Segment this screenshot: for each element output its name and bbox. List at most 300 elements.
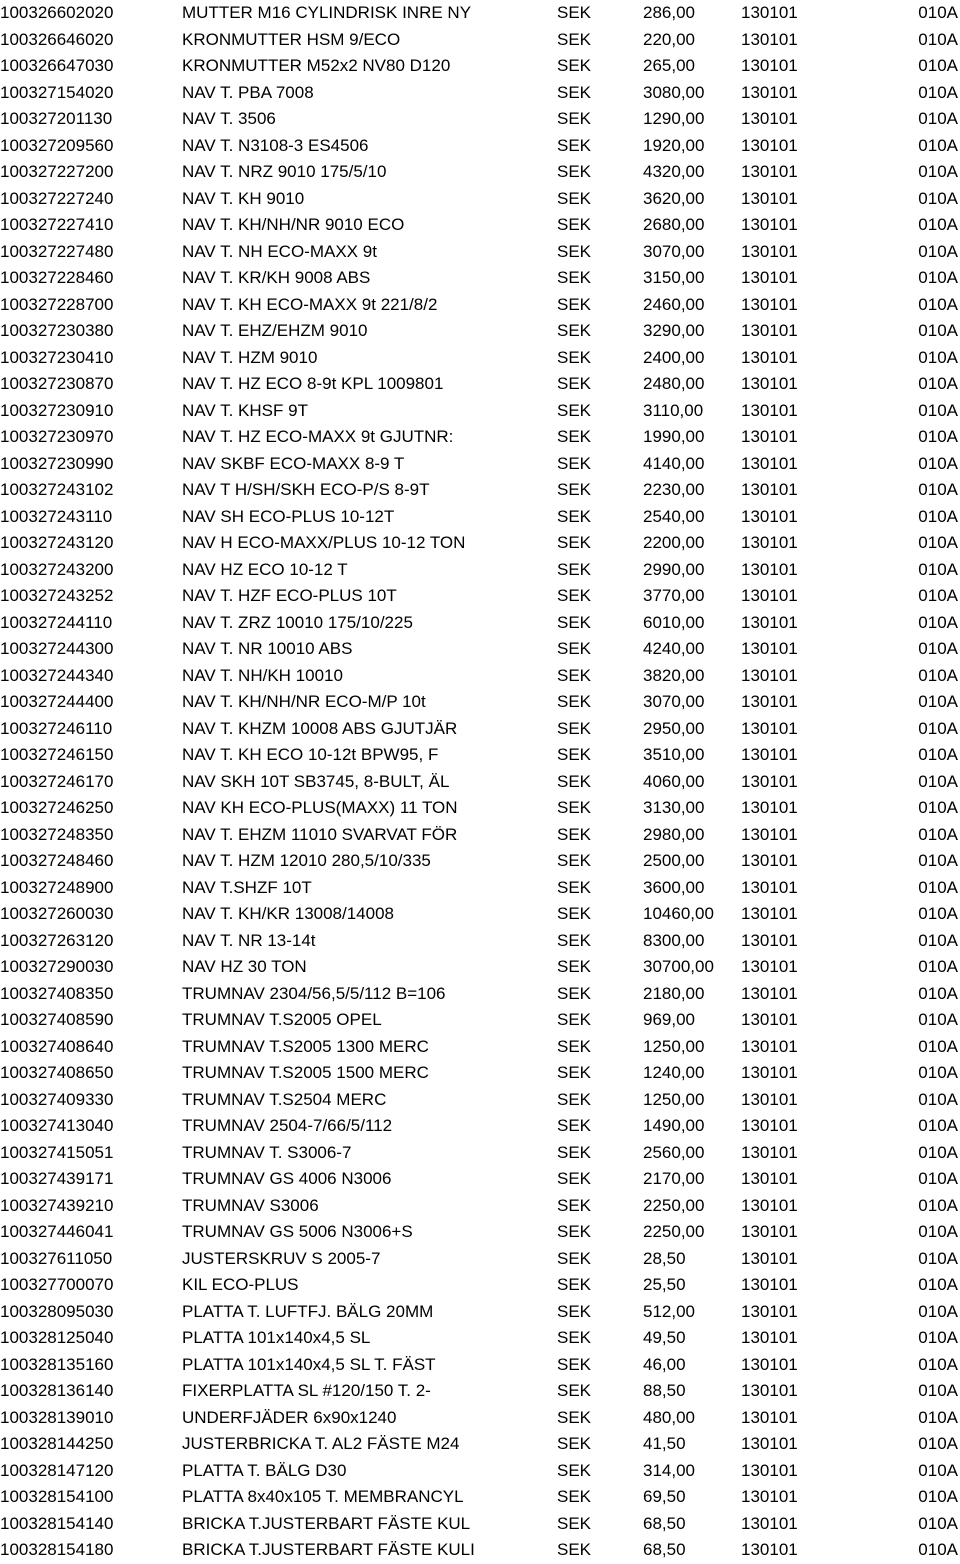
article-number-cell: 100327230380 bbox=[0, 321, 114, 340]
description-cell: NAV T. 3506 bbox=[182, 109, 276, 128]
price-cell: 1990,00 bbox=[643, 427, 705, 446]
description-cell: BRICKA T.JUSTERBART FÄSTE KUL bbox=[182, 1513, 471, 1533]
date-code-cell: 130101 bbox=[741, 1540, 798, 1559]
description-cell: JUSTERSKRUV S 2005-7 bbox=[182, 1248, 381, 1268]
table-row bbox=[0, 1537, 960, 1564]
date-code-cell: 130101 bbox=[741, 745, 798, 764]
table-row bbox=[0, 716, 960, 743]
table-row bbox=[0, 954, 960, 981]
price-cell: 41,50 bbox=[643, 1434, 686, 1453]
description-cell: NAV T. KH ECO 10-12t BPW95, F bbox=[182, 745, 439, 764]
description-cell: NAV T. HZ ECO 8-9t KPL 1009801 bbox=[182, 374, 444, 393]
currency-cell: SEK bbox=[557, 1063, 592, 1082]
currency-cell: SEK bbox=[557, 824, 592, 844]
article-number-cell: 100328139010 bbox=[0, 1407, 114, 1427]
group-code-cell: 010A bbox=[918, 294, 958, 314]
date-code-cell: 130101 bbox=[741, 771, 798, 791]
table-row bbox=[0, 1246, 960, 1273]
currency-cell: SEK bbox=[557, 1195, 592, 1215]
article-number-cell: 100327230910 bbox=[0, 400, 114, 420]
description-cell: NAV T.SHZF 10T bbox=[182, 877, 312, 897]
date-code-cell: 130101 bbox=[741, 1010, 798, 1029]
article-number-cell: 100328135160 bbox=[0, 1354, 114, 1374]
table-row bbox=[0, 1166, 960, 1193]
date-code-cell: 130101 bbox=[741, 1275, 798, 1294]
table-row bbox=[0, 663, 960, 690]
date-code-cell: 130101 bbox=[741, 559, 798, 579]
date-code-cell: 130101 bbox=[741, 665, 798, 685]
description-cell: TRUMNAV 2504-7/66/5/112 bbox=[182, 1116, 393, 1135]
group-code-cell: 010A bbox=[918, 877, 958, 897]
description-cell: NAV T. N3108-3 ES4506 bbox=[182, 135, 369, 155]
table-row bbox=[0, 1034, 960, 1061]
group-code-cell: 010A bbox=[918, 1381, 958, 1400]
article-number-cell: 100327446041 bbox=[0, 1222, 114, 1241]
currency-cell: SEK bbox=[557, 453, 592, 473]
description-cell: KRONMUTTER HSM 9/ECO bbox=[182, 29, 401, 49]
date-code-cell: 130101 bbox=[741, 1195, 798, 1215]
price-cell: 30700,00 bbox=[643, 957, 714, 976]
date-code-cell: 130101 bbox=[741, 798, 798, 817]
price-cell: 4320,00 bbox=[643, 162, 705, 181]
price-cell: 3110,00 bbox=[643, 400, 704, 420]
currency-cell: SEK bbox=[557, 347, 592, 367]
group-code-cell: 010A bbox=[918, 1487, 958, 1506]
article-number-cell: 100327228460 bbox=[0, 268, 114, 287]
group-code-cell: 010A bbox=[918, 241, 958, 261]
description-cell: NAV T. KH/KR 13008/14008 bbox=[182, 904, 395, 923]
date-code-cell: 130101 bbox=[741, 109, 798, 128]
date-code-cell: 130101 bbox=[741, 586, 798, 605]
description-cell: NAV T. EHZ/EHZM 9010 bbox=[182, 321, 368, 340]
group-code-cell: 010A bbox=[918, 188, 958, 208]
article-number-cell: 100327230970 bbox=[0, 427, 114, 446]
group-code-cell: 010A bbox=[918, 612, 958, 632]
description-cell: NAV T. HZF ECO-PLUS 10T bbox=[182, 586, 397, 605]
date-code-cell: 130101 bbox=[741, 453, 798, 473]
group-code-cell: 010A bbox=[918, 3, 958, 22]
description-cell: NAV T. ZRZ 10010 175/10/225 bbox=[182, 612, 413, 632]
currency-cell: SEK bbox=[557, 400, 592, 420]
description-cell: TRUMNAV T.S2005 1300 MERC bbox=[182, 1036, 429, 1056]
currency-cell: SEK bbox=[557, 241, 592, 261]
price-cell: 1490,00 bbox=[643, 1116, 705, 1135]
table-row bbox=[0, 769, 960, 796]
currency-cell: SEK bbox=[557, 1142, 592, 1162]
currency-cell: SEK bbox=[557, 533, 592, 552]
currency-cell: SEK bbox=[557, 1010, 592, 1029]
article-number-cell: 100328154100 bbox=[0, 1487, 114, 1506]
description-cell: TRUMNAV 2304/56,5/5/112 B=106 bbox=[182, 983, 446, 1003]
table-row bbox=[0, 1431, 960, 1458]
currency-cell: SEK bbox=[557, 480, 592, 499]
group-code-cell: 010A bbox=[918, 427, 958, 446]
currency-cell: SEK bbox=[557, 188, 592, 208]
price-cell: 2950,00 bbox=[643, 718, 705, 738]
article-number-cell: 100327230990 bbox=[0, 453, 114, 473]
article-number-cell: 100327290030 bbox=[0, 957, 114, 976]
description-cell: UNDERFJÄDER 6x90x1240 bbox=[182, 1407, 397, 1427]
date-code-cell: 130101 bbox=[741, 268, 798, 287]
description-cell: NAV HZ ECO 10-12 T bbox=[182, 559, 348, 579]
date-code-cell: 130101 bbox=[741, 1513, 798, 1533]
table-row bbox=[0, 345, 960, 372]
description-cell: NAV T. KHSF 9T bbox=[182, 400, 308, 420]
article-number-cell: 100327439171 bbox=[0, 1169, 114, 1188]
price-cell: 4060,00 bbox=[643, 771, 705, 791]
description-cell: TRUMNAV T. S3006-7 bbox=[182, 1142, 352, 1162]
price-cell: 10460,00 bbox=[643, 904, 714, 923]
group-code-cell: 010A bbox=[918, 1063, 958, 1082]
table-row bbox=[0, 1060, 960, 1087]
table-row bbox=[0, 928, 960, 955]
article-number-cell: 100327244110 bbox=[0, 612, 113, 632]
group-code-cell: 010A bbox=[918, 1434, 958, 1453]
price-cell: 2980,00 bbox=[643, 824, 705, 844]
group-code-cell: 010A bbox=[918, 162, 958, 181]
currency-cell: SEK bbox=[557, 1089, 592, 1109]
table-row bbox=[0, 901, 960, 928]
table-row bbox=[0, 1484, 960, 1511]
article-number-cell: 100327248900 bbox=[0, 877, 114, 897]
description-cell: PLATTA 8x40x105 T. MEMBRANCYL bbox=[182, 1487, 464, 1506]
date-code-cell: 130101 bbox=[741, 215, 798, 234]
price-cell: 1250,00 bbox=[643, 1089, 705, 1109]
currency-cell: SEK bbox=[557, 268, 592, 287]
group-code-cell: 010A bbox=[918, 506, 958, 526]
price-cell: 3080,00 bbox=[643, 82, 705, 102]
price-cell: 2480,00 bbox=[643, 374, 705, 393]
group-code-cell: 010A bbox=[918, 904, 958, 923]
price-cell: 3070,00 bbox=[643, 692, 705, 711]
currency-cell: SEK bbox=[557, 56, 592, 75]
description-cell: NAV T. KR/KH 9008 ABS bbox=[182, 268, 371, 287]
article-number-cell: 100327246150 bbox=[0, 745, 114, 764]
article-number-cell: 100328154140 bbox=[0, 1513, 114, 1533]
article-number-cell: 100327244340 bbox=[0, 665, 114, 685]
group-code-cell: 010A bbox=[918, 1248, 958, 1268]
group-code-cell: 010A bbox=[918, 1195, 958, 1215]
table-row bbox=[0, 371, 960, 398]
group-code-cell: 010A bbox=[918, 1354, 958, 1374]
date-code-cell: 130101 bbox=[741, 983, 798, 1003]
date-code-cell: 130101 bbox=[741, 877, 798, 897]
date-code-cell: 130101 bbox=[741, 294, 798, 314]
currency-cell: SEK bbox=[557, 1487, 592, 1506]
price-cell: 8300,00 bbox=[643, 930, 705, 950]
article-number-cell: 100327248460 bbox=[0, 851, 114, 870]
article-number-cell: 100326647030 bbox=[0, 56, 114, 75]
currency-cell: SEK bbox=[557, 612, 592, 632]
date-code-cell: 130101 bbox=[741, 824, 798, 844]
price-cell: 3130,00 bbox=[643, 798, 705, 817]
currency-cell: SEK bbox=[557, 294, 592, 314]
table-row bbox=[0, 1193, 960, 1220]
table-row bbox=[0, 424, 960, 451]
price-cell: 2170,00 bbox=[643, 1169, 705, 1188]
table-row bbox=[0, 583, 960, 610]
date-code-cell: 130101 bbox=[741, 400, 798, 420]
article-number-cell: 100327260030 bbox=[0, 904, 114, 923]
article-number-cell: 100327209560 bbox=[0, 135, 114, 155]
price-cell: 1290,00 bbox=[643, 109, 705, 128]
description-cell: TRUMNAV T.S2005 OPEL bbox=[182, 1010, 382, 1029]
table-row bbox=[0, 265, 960, 292]
price-cell: 3290,00 bbox=[643, 321, 705, 340]
group-code-cell: 010A bbox=[918, 374, 958, 393]
group-code-cell: 010A bbox=[918, 1222, 958, 1241]
table-row bbox=[0, 689, 960, 716]
description-cell: KIL ECO-PLUS bbox=[182, 1275, 299, 1294]
table-row bbox=[0, 795, 960, 822]
group-code-cell: 010A bbox=[918, 1010, 958, 1029]
date-code-cell: 130101 bbox=[741, 904, 798, 923]
date-code-cell: 130101 bbox=[741, 1354, 798, 1374]
table-row bbox=[0, 1378, 960, 1405]
description-cell: NAV T. NRZ 9010 175/5/10 bbox=[182, 162, 387, 181]
group-code-cell: 010A bbox=[918, 1301, 958, 1321]
currency-cell: SEK bbox=[557, 1354, 592, 1374]
description-cell: NAV T H/SH/SKH ECO-P/S 8-9T bbox=[182, 480, 430, 499]
article-number-cell: 100327263120 bbox=[0, 930, 114, 950]
description-cell: NAV SKBF ECO-MAXX 8-9 T bbox=[182, 453, 405, 473]
table-row bbox=[0, 53, 960, 80]
group-code-cell: 010A bbox=[918, 1460, 958, 1480]
price-cell: 2500,00 bbox=[643, 851, 705, 870]
price-cell: 220,00 bbox=[643, 29, 695, 49]
price-cell: 2680,00 bbox=[643, 215, 705, 234]
table-row bbox=[0, 1219, 960, 1246]
group-code-cell: 010A bbox=[918, 453, 958, 473]
table-row bbox=[0, 1299, 960, 1326]
group-code-cell: 010A bbox=[918, 1142, 958, 1162]
currency-cell: SEK bbox=[557, 162, 592, 181]
price-cell: 3150,00 bbox=[643, 268, 705, 287]
date-code-cell: 130101 bbox=[741, 1487, 798, 1506]
currency-cell: SEK bbox=[557, 904, 592, 923]
article-number-cell: 100327248350 bbox=[0, 824, 114, 844]
group-code-cell: 010A bbox=[918, 29, 958, 49]
description-cell: NAV SH ECO-PLUS 10-12T bbox=[182, 506, 395, 526]
price-cell: 2250,00 bbox=[643, 1222, 705, 1241]
date-code-cell: 130101 bbox=[741, 692, 798, 711]
date-code-cell: 130101 bbox=[741, 1328, 798, 1347]
date-code-cell: 130101 bbox=[741, 612, 798, 632]
article-number-cell: 100327246110 bbox=[0, 718, 113, 738]
currency-cell: SEK bbox=[557, 82, 592, 102]
description-cell: NAV T. NR 13-14t bbox=[182, 930, 316, 950]
group-code-cell: 010A bbox=[918, 824, 958, 844]
description-cell: FIXERPLATTA SL #120/150 T. 2- bbox=[182, 1381, 431, 1400]
date-code-cell: 130101 bbox=[741, 957, 798, 976]
article-number-cell: 100327244400 bbox=[0, 692, 114, 711]
group-code-cell: 010A bbox=[918, 983, 958, 1003]
date-code-cell: 130101 bbox=[741, 1116, 798, 1135]
price-cell: 49,50 bbox=[643, 1328, 686, 1347]
price-cell: 28,50 bbox=[643, 1248, 686, 1268]
description-cell: NAV HZ 30 TON bbox=[182, 957, 307, 976]
currency-cell: SEK bbox=[557, 1540, 592, 1559]
article-number-cell: 100327408650 bbox=[0, 1063, 114, 1082]
table-row bbox=[0, 636, 960, 663]
table-row bbox=[0, 742, 960, 769]
currency-cell: SEK bbox=[557, 559, 592, 579]
description-cell: NAV T. KH/NH/NR 9010 ECO bbox=[182, 215, 405, 234]
table-row bbox=[0, 398, 960, 425]
currency-cell: SEK bbox=[557, 692, 592, 711]
currency-cell: SEK bbox=[557, 639, 592, 658]
date-code-cell: 130101 bbox=[741, 1036, 798, 1056]
currency-cell: SEK bbox=[557, 930, 592, 950]
table-row bbox=[0, 848, 960, 875]
article-number-cell: 100327246170 bbox=[0, 771, 114, 791]
currency-cell: SEK bbox=[557, 109, 592, 128]
table-row bbox=[0, 1511, 960, 1538]
article-number-cell: 100327439210 bbox=[0, 1195, 114, 1215]
description-cell: PLATTA T. BÄLG D30 bbox=[182, 1460, 347, 1480]
currency-cell: SEK bbox=[557, 29, 592, 49]
group-code-cell: 010A bbox=[918, 56, 958, 75]
article-number-cell: 100326602020 bbox=[0, 3, 114, 22]
date-code-cell: 130101 bbox=[741, 851, 798, 870]
currency-cell: SEK bbox=[557, 374, 592, 393]
date-code-cell: 130101 bbox=[741, 639, 798, 658]
date-code-cell: 130101 bbox=[741, 1434, 798, 1453]
price-cell: 1920,00 bbox=[643, 135, 705, 155]
date-code-cell: 130101 bbox=[741, 1222, 798, 1241]
group-code-cell: 010A bbox=[918, 480, 958, 499]
article-number-cell: 100327408640 bbox=[0, 1036, 114, 1056]
table-row bbox=[0, 239, 960, 266]
date-code-cell: 130101 bbox=[741, 241, 798, 261]
currency-cell: SEK bbox=[557, 1381, 592, 1400]
currency-cell: SEK bbox=[557, 1407, 592, 1427]
price-cell: 2460,00 bbox=[643, 294, 705, 314]
description-cell: NAV T. NH/KH 10010 bbox=[182, 665, 343, 685]
price-cell: 3070,00 bbox=[643, 241, 705, 261]
article-number-cell: 100327408590 bbox=[0, 1010, 114, 1029]
currency-cell: SEK bbox=[557, 1513, 592, 1533]
currency-cell: SEK bbox=[557, 321, 592, 340]
currency-cell: SEK bbox=[557, 798, 592, 817]
article-number-cell: 100327228700 bbox=[0, 294, 114, 314]
currency-cell: SEK bbox=[557, 1248, 592, 1268]
group-code-cell: 010A bbox=[918, 215, 958, 234]
article-number-cell: 100327243252 bbox=[0, 586, 114, 605]
description-cell: MUTTER M16 CYLINDRISK INRE NY bbox=[182, 3, 472, 22]
group-code-cell: 010A bbox=[918, 665, 958, 685]
group-code-cell: 010A bbox=[918, 533, 958, 552]
table-row bbox=[0, 1405, 960, 1432]
date-code-cell: 130101 bbox=[741, 1063, 798, 1082]
date-code-cell: 130101 bbox=[741, 347, 798, 367]
article-number-cell: 100327243102 bbox=[0, 480, 114, 499]
article-number-cell: 100328136140 bbox=[0, 1381, 114, 1400]
price-cell: 2990,00 bbox=[643, 559, 705, 579]
article-number-cell: 100326646020 bbox=[0, 29, 114, 49]
article-number-cell: 100327246250 bbox=[0, 798, 114, 817]
currency-cell: SEK bbox=[557, 665, 592, 685]
table-row bbox=[0, 133, 960, 160]
price-cell: 88,50 bbox=[643, 1381, 686, 1400]
group-code-cell: 010A bbox=[918, 1089, 958, 1109]
currency-cell: SEK bbox=[557, 745, 592, 764]
table-row bbox=[0, 1007, 960, 1034]
table-row bbox=[0, 504, 960, 531]
date-code-cell: 130101 bbox=[741, 188, 798, 208]
currency-cell: SEK bbox=[557, 718, 592, 738]
article-number-cell: 100327409330 bbox=[0, 1089, 114, 1109]
group-code-cell: 010A bbox=[918, 1513, 958, 1533]
table-row bbox=[0, 875, 960, 902]
description-cell: PLATTA 101x140x4,5 SL T. FÄST bbox=[182, 1354, 436, 1374]
group-code-cell: 010A bbox=[918, 930, 958, 950]
price-cell: 6010,00 bbox=[643, 612, 705, 632]
article-number-cell: 100328125040 bbox=[0, 1328, 114, 1347]
table-row bbox=[0, 318, 960, 345]
price-cell: 2200,00 bbox=[643, 533, 705, 552]
currency-cell: SEK bbox=[557, 1036, 592, 1056]
currency-cell: SEK bbox=[557, 1222, 592, 1241]
description-cell: NAV KH ECO-PLUS(MAXX) 11 TON bbox=[182, 798, 458, 817]
description-cell: PLATTA 101x140x4,5 SL bbox=[182, 1328, 371, 1347]
currency-cell: SEK bbox=[557, 427, 592, 446]
price-cell: 3510,00 bbox=[643, 745, 705, 764]
article-number-cell: 100327611050 bbox=[0, 1248, 113, 1268]
price-cell: 1240,00 bbox=[643, 1063, 705, 1082]
price-cell: 969,00 bbox=[643, 1010, 695, 1029]
group-code-cell: 010A bbox=[918, 135, 958, 155]
price-cell: 3820,00 bbox=[643, 665, 705, 685]
date-code-cell: 130101 bbox=[741, 135, 798, 155]
article-number-cell: 100327227480 bbox=[0, 241, 114, 261]
price-cell: 4240,00 bbox=[643, 639, 705, 658]
date-code-cell: 130101 bbox=[741, 162, 798, 181]
table-row bbox=[0, 1113, 960, 1140]
description-cell: TRUMNAV GS 4006 N3006 bbox=[182, 1169, 392, 1188]
price-cell: 2180,00 bbox=[643, 983, 705, 1003]
date-code-cell: 130101 bbox=[741, 1248, 798, 1268]
price-cell: 2400,00 bbox=[643, 347, 705, 367]
currency-cell: SEK bbox=[557, 1460, 592, 1480]
article-number-cell: 100328154180 bbox=[0, 1540, 114, 1559]
group-code-cell: 010A bbox=[918, 745, 958, 764]
currency-cell: SEK bbox=[557, 1169, 592, 1188]
price-cell: 3600,00 bbox=[643, 877, 705, 897]
description-cell: KRONMUTTER M52x2 NV80 D120 bbox=[182, 56, 451, 75]
currency-cell: SEK bbox=[557, 215, 592, 234]
currency-cell: SEK bbox=[557, 771, 592, 791]
description-cell: PLATTA T. LUFTFJ. BÄLG 20MM bbox=[182, 1301, 434, 1321]
table-row bbox=[0, 80, 960, 107]
description-cell: TRUMNAV T.S2504 MERC bbox=[182, 1089, 387, 1109]
description-cell: NAV SKH 10T SB3745, 8-BULT, ÄL bbox=[182, 771, 450, 791]
description-cell: NAV T. HZM 9010 bbox=[182, 347, 318, 367]
date-code-cell: 130101 bbox=[741, 506, 798, 526]
article-number-cell: 100327230410 bbox=[0, 347, 114, 367]
price-cell: 2540,00 bbox=[643, 506, 705, 526]
date-code-cell: 130101 bbox=[741, 718, 798, 738]
date-code-cell: 130101 bbox=[741, 321, 798, 340]
description-cell: NAV T. EHZM 11010 SVARVAT FÖR bbox=[182, 824, 458, 844]
article-number-cell: 100327243200 bbox=[0, 559, 114, 579]
description-cell: NAV T. KH ECO-MAXX 9t 221/8/2 bbox=[182, 294, 438, 314]
article-number-cell: 100327230870 bbox=[0, 374, 114, 393]
description-cell: NAV T. KH/NH/NR ECO-M/P 10t bbox=[182, 692, 426, 711]
date-code-cell: 130101 bbox=[741, 82, 798, 102]
article-number-cell: 100328144250 bbox=[0, 1434, 114, 1453]
description-cell: NAV T. KHZM 10008 ABS GJUTJÄR bbox=[182, 718, 458, 738]
